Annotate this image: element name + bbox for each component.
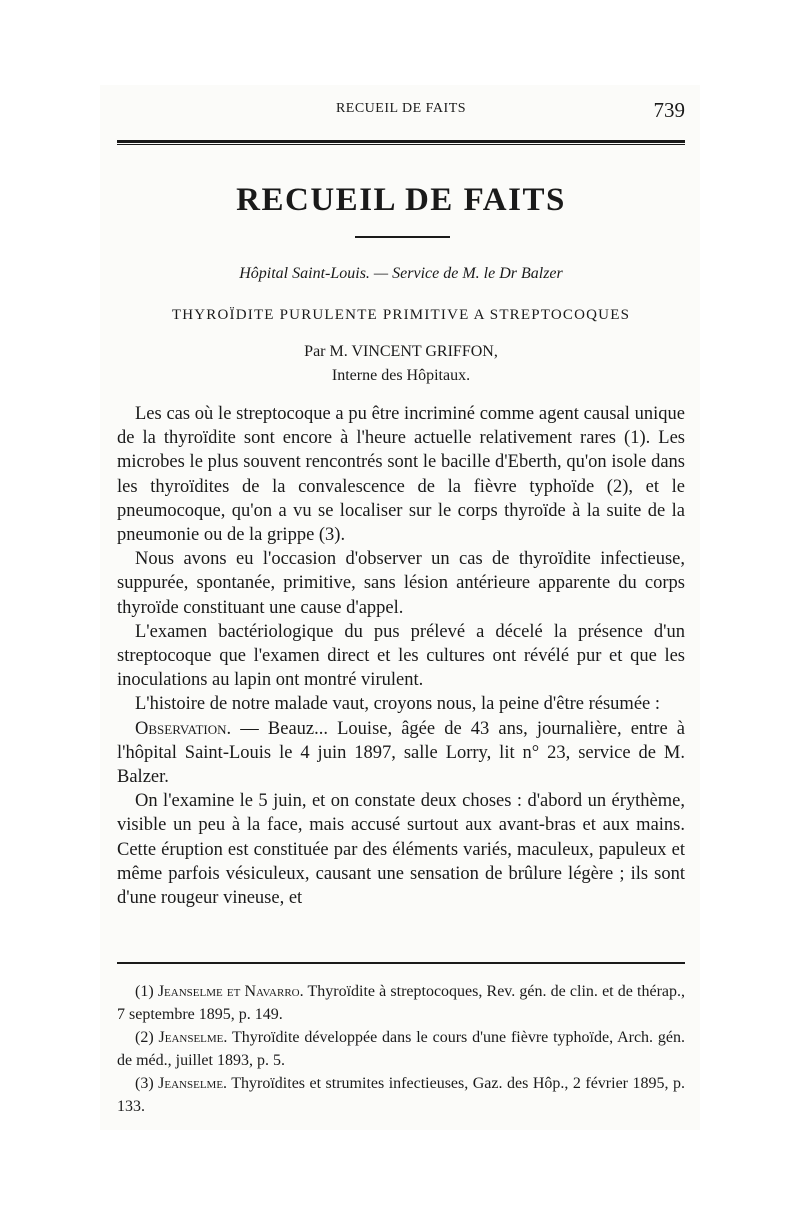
main-title: RECUEIL DE FAITS [236,182,566,218]
hospital-line: Hôpital Saint-Louis. — Service de M. le Dr Balzer [239,265,563,282]
article-body [117,402,685,910]
observation-paragraph [117,717,685,790]
footnote-text: . Thyroïdite développée dans le cours d'une fièvre typhoïde, Arch. gén. de méd., juillet 1893, p. 5. [117,1029,686,1069]
page-number: 739 [653,98,685,122]
footnote-text: . Thyroïdite à streptocoques, Rev. gén. de clin. et de thérap., 7 septembre 1895, p. 149. [117,983,685,1023]
footnote-rule [117,962,685,964]
paragraph: Les cas où le streptocoque a pu être incriminé comme agent causal unique de la thyroïdite sont encore à l'heure actuelle relativement rares (1). Les microbes le plus souvent rencontrés sont le bacille d'Eberth, qu'on isole dans les thyroïdites de la convalescence de la fièvre typhoïde (2), et le pneumocoque, qu'on a vu se localiser sur le corps thyroïde à la suite de la pneumonie ou de la grippe (3). [117,404,685,546]
footnotes [117,981,685,1119]
footnote [117,1027,685,1072]
observation-text: — Beauz... Louise, âgée de 43 ans, journalière, entre à l'hôpital Saint-Louis le 4 juin 1897, salle Lorry, lit n° 23, service de M. Balzer. [117,718,685,788]
paragraph: L'examen bactériologique du pus prélevé a décelé la présence d'un streptocoque que l'examen direct et les cultures ont révélé pur et que les inoculations au lapin ont montré virulent. [117,621,685,691]
footnote-number: (2) [135,1029,154,1046]
paragraph: L'histoire de notre malade vaut, croyons nous, la peine d'être résumée : [135,694,661,715]
footnote [117,981,685,1026]
paragraph: Nous avons eu l'occasion d'observer un cas de thyroïdite infectieuse, suppurée, spontanée, primitive, sans lésion antérieure apparente du corps thyroïde constituant une cause d'appel. [117,549,685,618]
author-role: Interne des Hôpitaux. [331,367,471,384]
footnote-authors: Jeanselme [158,1029,224,1046]
title-rule [355,236,450,238]
footnote-text: . Thyroïdites et strumites infectieuses, Gaz. des Hôp., 2 février 1895, p. 133. [117,1075,686,1115]
author-line: Par M. VINCENT GRIFFON, [304,343,498,360]
footnote-number: (1) [135,983,154,1000]
footnote-number: (3) [135,1075,154,1092]
running-head [117,98,685,122]
header-rule [117,140,685,145]
observation-label: Observation. [135,718,232,739]
footnote-authors: Jeanselme [158,1075,224,1092]
footnote [117,1073,685,1118]
running-title: RECUEIL DE FAITS [335,101,467,116]
footnote-authors: Jeanselme et Navarro [157,983,300,1000]
paragraph: On l'examine le 5 juin, et on constate deux choses : d'abord un érythème, visible un peu à la face, mais accusé surtout aux avant-bras et aux mains. Cette éruption est constituée par des éléments variés, maculeux, papuleux et même parfois vésiculeux, causant une sensation de brûlure légère ; ils sont d'une rougeur vineuse, et [117,791,685,909]
article-title: THYROÏDITE PURULENTE PRIMITIVE A STREPTOCOQUES [171,307,631,323]
